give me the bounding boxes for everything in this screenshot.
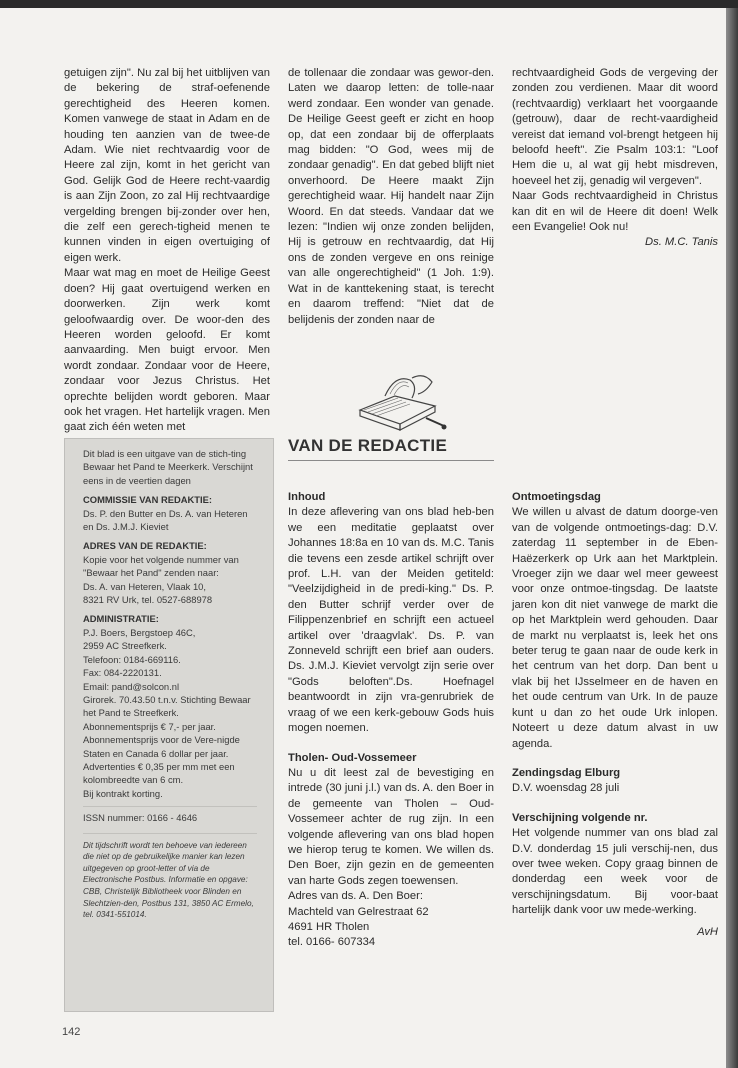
admin-line: 2959 AC Streefkerk. <box>83 640 167 652</box>
adres-heading: ADRES VAN DE REDAKTIE: <box>83 540 207 552</box>
colophon-footer: Dit tijdschrift wordt ten behoeve van iedereen die niet op de gebruikelijke manier kan lezen uitgegeven op groot-letter of via de Electronische Postbus. Informatie en opgave: CBB, Christelijk Bibliotheek voor Blinden en Slechtzien-den, Postbus 131, 3850 AC Ermelo, tel. 0341-551014. <box>83 833 257 921</box>
admin-line: Email: pand@solcon.nl <box>83 680 180 692</box>
page-number: 142 <box>62 1026 81 1038</box>
admin-line: Abonnementsprijs voor de Vere-nigde Staten en Canada 6 dollar per jaar. Advertenties € 0,35 per mm met een kolombreedte van 6 cm. <box>83 734 240 786</box>
admin-line: Abonnementsprijs € 7,- per jaar. <box>83 720 216 732</box>
editor-signature: AvH <box>697 925 718 938</box>
commissie-heading: COMMISSIE VAN REDAKTIE: <box>83 494 212 506</box>
colophon-intro: Dit blad is een uitgave van de stich-ting Bewaar het Pand te Meerkerk. Verschijnt eens in de veertien dagen <box>83 448 253 486</box>
admin-line: Bij kontrakt korting. <box>83 787 163 799</box>
ontmoetingsdag-text: We willen u alvast de datum doorge-ven van de volgende ontmoetings-dag: D.V. zaterdag 11 september in de Eben- Haëzerkerk op Urk aan het Marktplein. Vroeger zijn we daar wel meer geweest voor onze ontmoe-tingsdag. De laatste jaren kon dit niet vanwege de markt die op het Marktplein werd gehouden. Daar de markt nu verplaatst is, leek het ons beter terug te gaan naar de oude kerk in het centrum van het dorp. Dan bent u vlak bij het IJsselmeer en de haven en het oude centrum van Urk. In de pauze kunt u dan zo het oude Urk inlopen. Noteert u deze datum alvast in uw agenda. <box>512 506 718 750</box>
redactie-column-right <box>512 490 718 940</box>
section-title: VAN DE REDACTIE <box>288 436 448 455</box>
meditation-column-1 <box>64 66 270 436</box>
elburg-heading: Zendingsdag Elburg <box>512 766 621 779</box>
paragraph: getuigen zijn". Nu zal bij het uitblijven van de bekering de straf-oefenende gerechtigheid des Heeren komen. Komen vanwege de staat in Adam en de houding ten aanzien van de twee-de Adam. Wie niet rechtvaardig voor de Heere zal zijn, komt in het gericht van God. Gelijk God de Heere recht-vaardig is aan Zijn Zoon, zo zal Hij rechtvaardige vergelding brengen bij-zonder over hen, die zelf een gerech-tigheid menen te kunnen vinden in eigen overtuiging of eigen werk. <box>64 67 270 264</box>
paragraph: Naar Gods rechtvaardigheid in Christus kan dit en wil de Heere dit doen! Welk een Evangelie! Ook nu! <box>512 190 718 234</box>
adres-line: Ds. A. van Heteren, Vlaak 10, <box>83 580 206 592</box>
admin-line: Telefoon: 0184-669116. <box>83 653 181 665</box>
verschijning-heading: Verschijning volgende nr. <box>512 811 648 824</box>
meditation-column-3 <box>512 66 718 251</box>
ontmoetingsdag-heading: Ontmoetingsdag <box>512 491 601 503</box>
elburg-text: D.V. woensdag 28 juli <box>512 782 620 795</box>
section-divider <box>288 460 494 461</box>
inhoud-heading: Inhoud <box>288 491 326 503</box>
issn: ISSN nummer: 0166 - 4646 <box>83 806 257 824</box>
commissie-text: Ds. P. den Butter en Ds. A. van Heteren en Ds. J.M.J. Kieviet <box>83 507 248 533</box>
book-spine <box>726 8 738 1068</box>
redactie-column-left <box>288 490 494 951</box>
adres-text: Kopie voor het volgende nummer van "Bewaar het Pand" zenden naar: <box>83 553 239 579</box>
admin-line: Fax: 084-2220131. <box>83 667 162 679</box>
tholen-heading: Tholen- Oud-Vossemeer <box>288 751 417 764</box>
adres-line: 8321 RV Urk, tel. 0527-688978 <box>83 594 213 606</box>
author-signature: Ds. M.C. Tanis <box>645 236 718 249</box>
tholen-address-line: Machteld van Gelrestraat 62 <box>288 905 429 918</box>
books-illustration-icon <box>340 366 450 438</box>
colophon-box <box>64 438 274 1012</box>
meditation-column-2 <box>288 66 494 328</box>
paragraph: Maar wat mag en moet de Heilige Geest doen? Hij gaat overtuigend werken en doorwerken. Zijn werk komt geloofwaardig over. De woor-den des Heeren worden geloofd. Er komt aanvaarding. Men buigt ervoor. Men wordt zondaar. Zondaar voor de Heere, zondaar voor Jezus Christus. Het oprechte belijden wordt geboren. Maar ook het vragen. Het hartelijk vragen. Men gaat zich één weten met <box>64 267 270 434</box>
inhoud-text: In deze aflevering van ons blad heb-ben we een meditatie geplaatst over Johannes 18:8a en 10 van ds. M.C. Tanis die tevens een zesde artikel schrijft over prof. L.H. van der Meiden getiteld: "Veelzijdigheid in de predi-king." Ds. P. den Butter schrijf verder over de Filippenzenbrief en schrijft een actueel artikel over 'draagvlak'. Ds. P. van Zonneveld schrijft een brief aan ouders. Ds. J.M.J. Kieviet vervolgt zijn serie over "Gods beloften".Ds. Hoefnagel beantwoordt in zijn vra-genrubriek de vraag of we een kerk-gebouw Gods huis mogen noemen. <box>288 506 494 735</box>
tholen-text: Nu u dit leest zal de bevestiging en intrede (30 juni j.l.) van ds. A. den Boer in de gemeente van Tholen – Oud-Vossemeer achter de rug zijn. In een volgende aflevering van ons blad hopen we hierop terug te komen. We willen ds. Den Boer, zijn gezin en de gemeenten van harte Gods zegen toewensen. <box>288 766 494 887</box>
page <box>0 8 726 1068</box>
tholen-address-line: 4691 HR Tholen <box>288 920 370 933</box>
tholen-address-line: Adres van ds. A. Den Boer: <box>288 890 423 903</box>
verschijning-text: Het volgende nummer van ons blad zal D.V. donderdag 15 juli verschij-nen, dus over twee weken. Copy graag binnen de donderdag een week voor de verschijningsdatum. Bij voor-baat hartelijk dank voor uw mede-werking. <box>512 827 718 917</box>
paragraph: de tollenaar die zondaar was gewor-den. Laten we daarop letten: de tolle-naar werd zondaar. Een wonder van genade. De Heilige Geest geeft er zicht en hoop op, dat een zondaar bij de offerplaats mag bidden: "O God, wees mij de zondaar genadig". En dat gebed blijft niet onverhoord. De Heere maakt Zijn gerechtigheid waar. Hij handelt naar Zijn Woord. En dat steeds. Vandaar dat we lezen: "Indien wij onze zonden belijden, Hij is getrouw en rechtvaardig, dat Hij ons de zonden vergeve en ons reinige van alle ongerechtigheid" (1 Joh. 1:9). Wat in de kanttekening staat, is terecht en daarom treffend: "Niet dat de belijdenis der zonden naar de <box>288 67 494 326</box>
admin-line: P.J. Boers, Bergstoep 46C, <box>83 626 196 638</box>
admin-line: Girorek. 70.43.50 t.n.v. Stichting Bewaar het Pand te Streefkerk. <box>83 693 251 719</box>
tholen-address-line: tel. 0166- 607334 <box>288 936 376 949</box>
administratie-heading: ADMINISTRATIE: <box>83 613 159 625</box>
paragraph: rechtvaardigheid Gods de vergeving der zonden zou verdienen. Maar dit woord (rechtvaardig) verklaart het voorgaande (getrouw), daar de recht-vaardigheid vereist dat iemand vol-brengt hetgeen hij beloofd heeft". Zie Psalm 103:1: "Loof Hem die u, al wat gij hebt misdreven, hoeveel het zij, genadig wil vergeven". <box>512 67 718 187</box>
